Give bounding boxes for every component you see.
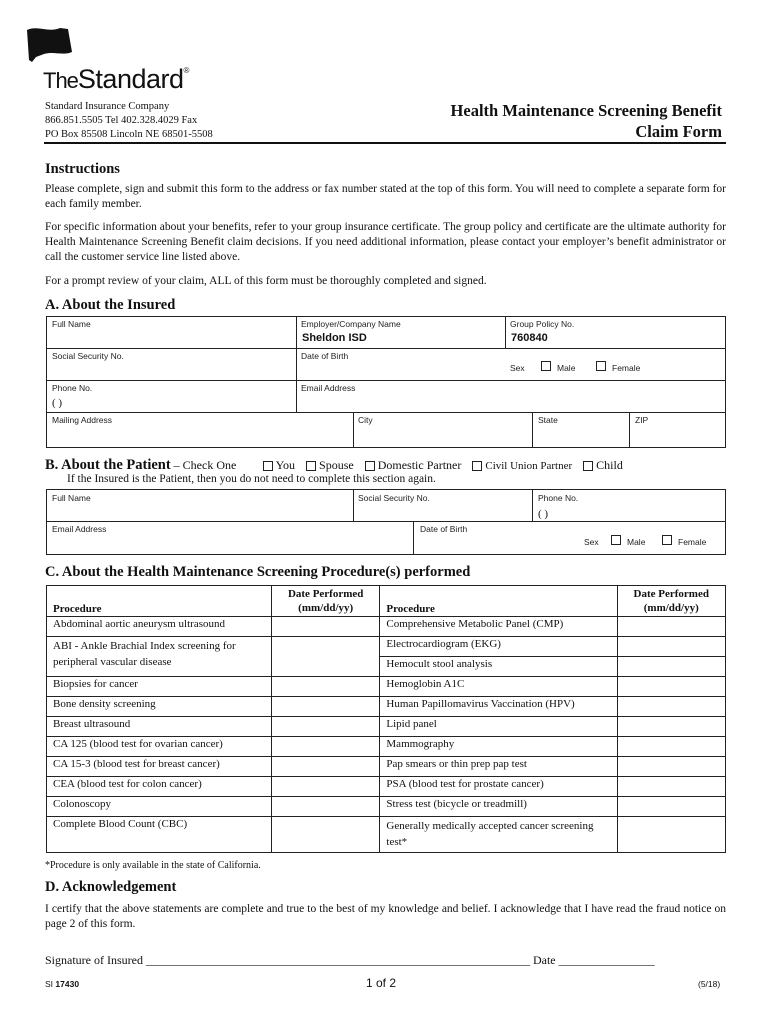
relationship-civil-union-checkbox[interactable] (472, 461, 482, 471)
state-field[interactable] (536, 427, 624, 445)
form-number: SI 17430 (45, 979, 80, 989)
patient-female-checkbox[interactable] (662, 535, 672, 545)
procedure-label: Human Papillomavirus Vaccination (HPV) (380, 697, 617, 717)
zip-label: ZIP (635, 415, 649, 425)
procedure-label: Biopsies for cancer (47, 677, 272, 697)
procedure-date-field[interactable] (617, 697, 725, 717)
employer-field[interactable]: Sheldon ISD (302, 332, 367, 344)
patient-phone-field[interactable]: ( ) (538, 508, 549, 520)
procedure-date-field[interactable] (271, 697, 379, 717)
brand-logo: TheStandard® (43, 64, 189, 94)
procedure-date-field[interactable] (271, 677, 379, 697)
insured-dob-label: Date of Birth (301, 351, 349, 361)
insured-ssn-field[interactable] (50, 362, 290, 378)
instructions-heading: Instructions (45, 161, 120, 177)
mailing-address-label: Mailing Address (52, 415, 113, 425)
insured-male-checkbox[interactable] (541, 361, 551, 371)
section-b-heading-row (45, 456, 236, 474)
procedure-label: CEA (blood test for colon cancer) (47, 777, 272, 797)
patient-ssn-label: Social Security No. (358, 493, 430, 503)
procedure-label: CA 15-3 (blood test for breast cancer) (47, 757, 272, 777)
section-c-heading: C. About the Health Maintenance Screening Procedure(s) performed (45, 564, 471, 580)
procedure-date-field[interactable] (271, 717, 379, 737)
procedure-date-field[interactable] (271, 737, 379, 757)
state-label: State (538, 415, 558, 425)
company-info (45, 100, 213, 142)
form-title: Health Maintenance Screening Benefit Claim Form (450, 101, 722, 141)
table-row (47, 637, 726, 657)
procedure-label: Complete Blood Count (CBC) (47, 817, 272, 853)
insured-phone-field[interactable]: ( ) (52, 397, 63, 409)
company-address: PO Box 85508 Lincoln NE 68501-5508 (45, 129, 213, 140)
patient-female-label: Female (678, 537, 707, 547)
procedure-date-field[interactable] (271, 777, 379, 797)
relationship-child-label: Child (596, 458, 623, 472)
page-number: 1 of 2 (366, 976, 397, 990)
patient-male-checkbox[interactable] (611, 535, 621, 545)
table-row (47, 817, 726, 853)
relationship-domestic-partner-label: Domestic Partner (377, 458, 462, 472)
procedure-date-field[interactable] (271, 757, 379, 777)
procedure-date-field[interactable] (617, 657, 725, 677)
left-date-header: Date Performed (mm/dd/yy) (271, 586, 379, 617)
patient-email-label: Email Address (52, 524, 107, 534)
patient-male-label: Male (627, 537, 646, 547)
procedure-label: Pap smears or thin prep pap test (380, 757, 617, 777)
patient-email-field[interactable] (50, 536, 408, 552)
insured-email-label: Email Address (301, 383, 356, 393)
city-label: City (358, 415, 373, 425)
table-row (47, 717, 726, 737)
procedure-label: Mammography (380, 737, 617, 757)
signature-date-field[interactable]: ________________ (558, 953, 655, 967)
signature-row (45, 953, 655, 968)
section-b-heading: B. About the Patient (45, 457, 171, 473)
procedure-label: Colonoscopy (47, 797, 272, 817)
procedure-label: Breast ultrasound (47, 717, 272, 737)
left-procedure-header: Procedure (47, 586, 272, 617)
relationship-civil-union-label: Civil Union Partner (485, 460, 573, 472)
procedure-date-field[interactable] (617, 617, 725, 637)
procedure-date-field[interactable] (617, 737, 725, 757)
signature-field[interactable]: ________________________________________________________________ (145, 953, 530, 967)
insured-female-checkbox[interactable] (596, 361, 606, 371)
patient-relationship-options (263, 458, 623, 473)
procedure-date-field[interactable] (271, 637, 379, 677)
signature-date-label: Date (532, 953, 556, 967)
patient-full-name-label: Full Name (52, 493, 91, 503)
patient-dob-label: Date of Birth (420, 524, 468, 534)
procedure-date-field[interactable] (617, 637, 725, 657)
relationship-domestic-partner-checkbox[interactable] (365, 461, 375, 471)
patient-note: If the Insured is the Patient, then you do not need to complete this section again. (67, 473, 436, 485)
insured-dob-field[interactable] (300, 362, 500, 378)
insured-male-label: Male (557, 363, 576, 373)
procedure-footnote: *Procedure is only available in the state of California. (45, 860, 261, 871)
table-row (47, 757, 726, 777)
group-policy-field[interactable]: 760840 (511, 332, 548, 344)
header-divider (44, 142, 726, 144)
table-row (47, 677, 726, 697)
procedure-date-field[interactable] (617, 777, 725, 797)
table-row (47, 777, 726, 797)
employer-label: Employer/Company Name (301, 319, 401, 329)
right-date-header: Date Performed (mm/dd/yy) (617, 586, 725, 617)
relationship-you-checkbox[interactable] (263, 461, 273, 471)
insured-full-name-label: Full Name (52, 319, 91, 329)
city-field[interactable] (357, 427, 527, 445)
patient-full-name-field[interactable] (50, 504, 348, 519)
patient-sex-label: Sex (584, 537, 599, 547)
section-d-heading: D. Acknowledgement (45, 879, 177, 895)
group-policy-label: Group Policy No. (510, 319, 575, 329)
table-row (47, 617, 726, 637)
procedure-label: CA 125 (blood test for ovarian cancer) (47, 737, 272, 757)
patient-ssn-field[interactable] (357, 504, 527, 519)
procedure-label: Lipid panel (380, 717, 617, 737)
relationship-spouse-label: Spouse (319, 458, 354, 472)
procedure-date-field[interactable] (617, 757, 725, 777)
procedure-label: ABI - Ankle Brachial Index screening for peripheral vascular disease (47, 637, 272, 677)
table-row (47, 797, 726, 817)
procedure-label: Bone density screening (47, 697, 272, 717)
mailing-address-field[interactable] (50, 427, 348, 445)
insured-ssn-label: Social Security No. (52, 351, 124, 361)
patient-phone-label: Phone No. (538, 493, 579, 503)
company-name: Standard Insurance Company (45, 101, 170, 112)
insured-full-name-field[interactable] (50, 330, 290, 346)
check-one-label: – Check One (170, 458, 237, 472)
procedure-date-field[interactable] (271, 617, 379, 637)
relationship-child-checkbox[interactable] (583, 461, 593, 471)
instructions-paragraph-3: For a prompt review of your claim, ALL of this form must be thoroughly completed and signed. (45, 275, 487, 287)
procedure-label: Electrocardiogram (EKG) (380, 637, 617, 657)
insured-female-label: Female (612, 363, 641, 373)
procedure-label: Generally medically accepted cancer screening test* (380, 817, 617, 853)
procedure-label: Hemoglobin A1C (380, 677, 617, 697)
insured-email-field[interactable] (300, 394, 720, 410)
procedure-date-field[interactable] (271, 797, 379, 817)
signature-label: Signature of Insured (45, 953, 143, 967)
procedure-date-field[interactable] (617, 677, 725, 697)
company-phone: 866.851.5505 Tel 402.328.4029 Fax (45, 115, 198, 126)
insured-sex-label: Sex (510, 363, 525, 373)
patient-dob-field[interactable] (418, 536, 578, 552)
procedure-date-field[interactable] (617, 817, 725, 853)
procedure-date-field[interactable] (617, 717, 725, 737)
procedure-date-field[interactable] (617, 797, 725, 817)
table-row (47, 697, 726, 717)
procedure-label: Comprehensive Metabolic Panel (CMP) (380, 617, 617, 637)
flag-logo-icon (24, 26, 74, 62)
right-procedure-header: Procedure (380, 586, 617, 617)
instructions-paragraph-1: Please complete, sign and submit this form to the address or fax number stated at the top of this form. You will need to complete a separate form for each family member. (45, 183, 726, 210)
insured-phone-label: Phone No. (52, 383, 93, 393)
procedures-table (46, 585, 726, 853)
procedure-label: Hemocult stool analysis (380, 657, 617, 677)
procedure-label: PSA (blood test for prostate cancer) (380, 777, 617, 797)
procedure-label: Stress test (bicycle or treadmill) (380, 797, 617, 817)
procedure-label: Abdominal aortic aneurysm ultrasound (47, 617, 272, 637)
relationship-you-label: You (275, 458, 296, 472)
table-row (47, 737, 726, 757)
instructions-paragraph-2: For specific information about your benefits, refer to your group insurance certificate. The group policy and certificate are the ultimate authority for Health Maintenance Screening Benefit claim decisions. If you need additional information, please contact your employer’s benefit administrator or call the customer service line listed above. (45, 221, 726, 263)
procedures-header-row (47, 586, 726, 617)
zip-field[interactable] (633, 427, 721, 445)
acknowledgement-text: I certify that the above statements are complete and true to the best of my knowledge and belief. I acknowledge that I have read the fraud notice on page 2 of this form. (45, 903, 726, 930)
procedure-date-field[interactable] (271, 817, 379, 853)
relationship-spouse-checkbox[interactable] (306, 461, 316, 471)
section-a-heading: A. About the Insured (45, 297, 176, 313)
revision-date: (5/18) (698, 979, 721, 989)
